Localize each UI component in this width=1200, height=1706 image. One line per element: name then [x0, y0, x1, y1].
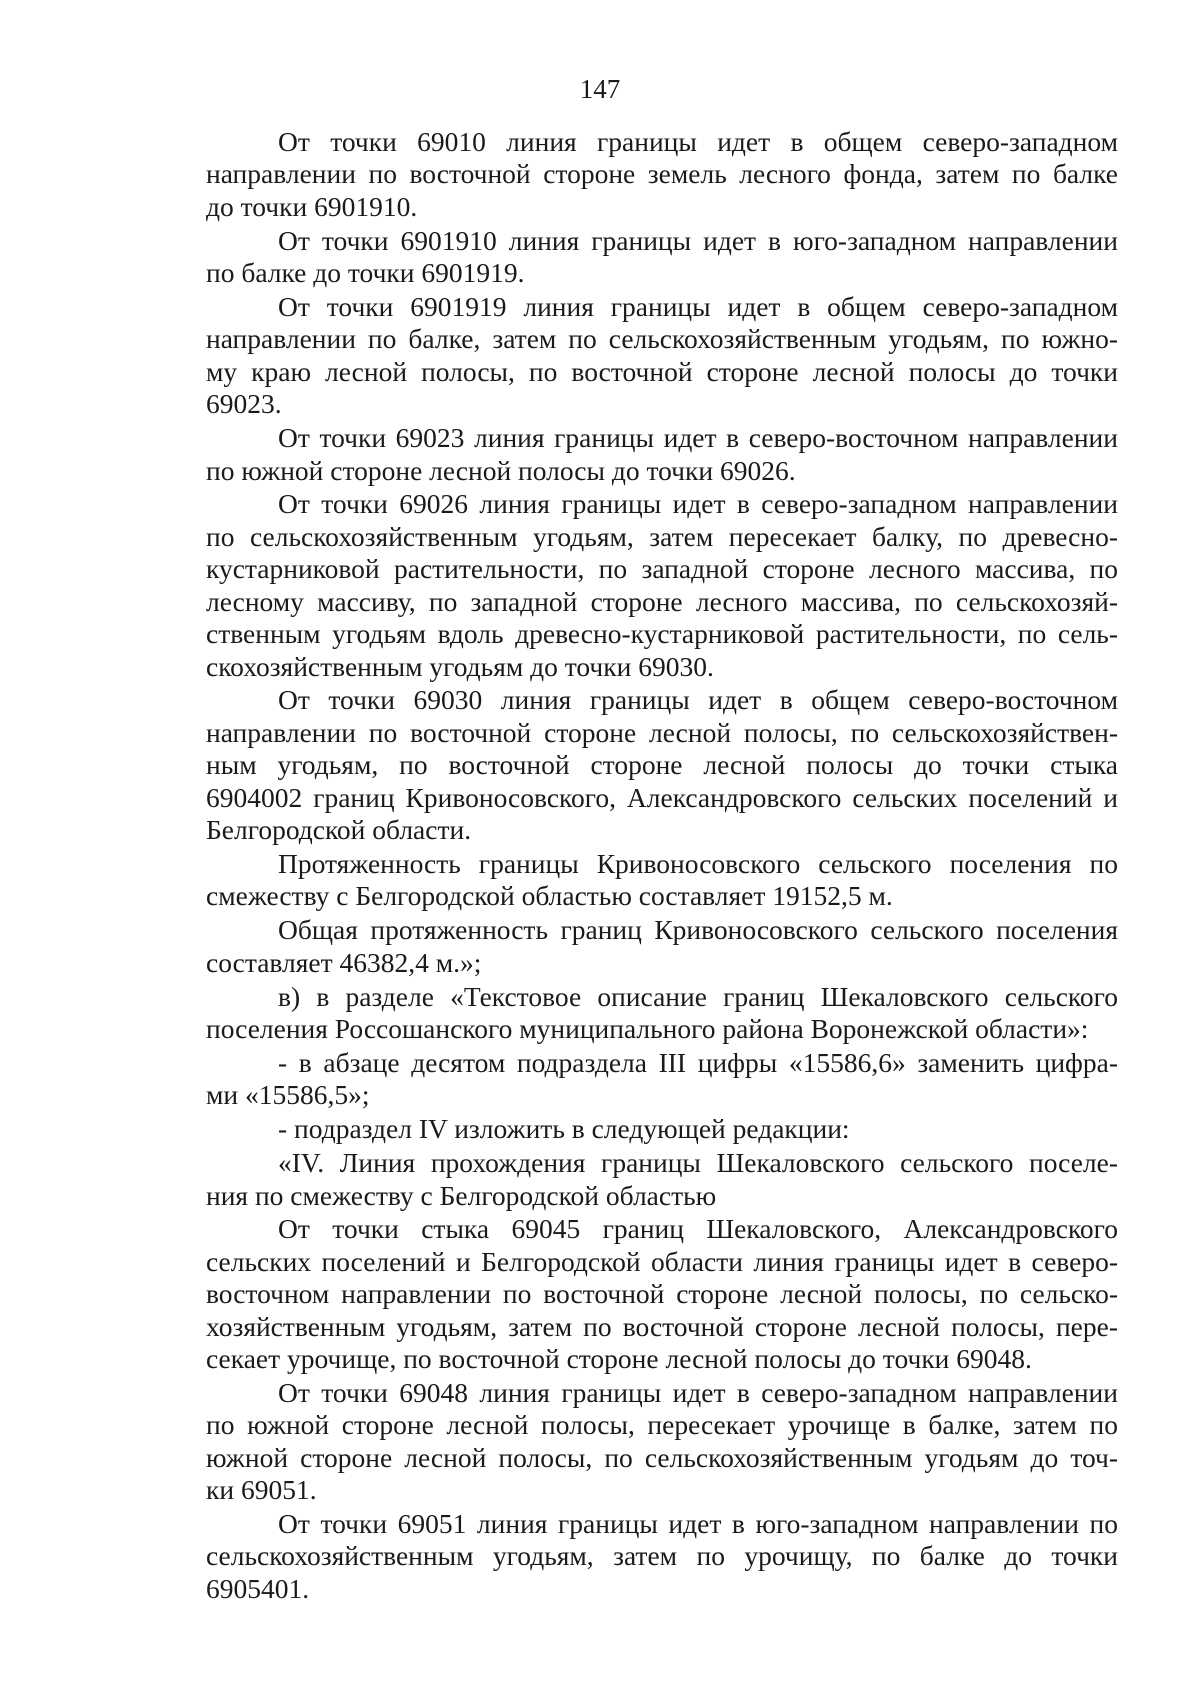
text-line: От точки 69010 линия границы идет в общем северо-западном [278, 126, 1118, 157]
text-line: От точки 6901919 линия границы идет в общем северо-западном [278, 291, 1118, 323]
text-line: кустарниковой растительности, по западной стороне лесного массива, по [206, 553, 1118, 585]
paragraph [206, 488, 1118, 682]
text-line: направлении по восточной стороне земель лесного фонда, затем по балке [206, 158, 1118, 190]
text-line: по балке до точки 6901919. [206, 257, 525, 289]
text-line: - в абзаце десятом подраздела III цифры «15586,6» заменить цифра- [278, 1046, 1118, 1078]
paragraph [206, 848, 1118, 913]
paragraph [206, 1113, 1118, 1145]
text-line: хозяйственным угодьям, затем по восточной стороне лесной полосы, пере- [206, 1310, 1118, 1342]
text-line: восточном направлении по восточной стороне лесной полосы, по сельско- [206, 1278, 1118, 1310]
text-line: секает урочище, по восточной стороне лесной полосы до точки 69048. [206, 1343, 1032, 1375]
text-line: От точки 69051 линия границы идет в юго-западном направлении по [278, 1508, 1118, 1540]
text-line: 6905401. [206, 1572, 310, 1604]
page-number: 147 [579, 74, 621, 104]
document-body [206, 126, 1118, 1607]
text-line: - подраздел IV изложить в следующей редакции: [278, 1113, 850, 1145]
text-line: От точки 6901910 линия границы идет в юго-западном направлении [278, 224, 1118, 256]
text-line: поселения Россошанского муниципального района Воронежской области»: [206, 1012, 1089, 1044]
paragraph [206, 981, 1118, 1046]
paragraph [206, 684, 1118, 846]
text-line: ственным угодьям вдоль древесно-кустарниковой растительности, по сель- [206, 618, 1118, 650]
text-line: От точки стыка 69045 границ Шекаловского, Александровского [278, 1213, 1118, 1245]
text-line: ным угодьям, по восточной стороне лесной полосы до точки стыка [206, 749, 1118, 781]
paragraph [206, 291, 1118, 421]
text-line: направлении по балке, затем по сельскохозяйственным угодьям, по южно- [206, 323, 1118, 355]
text-line: составляет 46382,4 м.»; [206, 946, 482, 978]
paragraph [206, 1508, 1118, 1605]
text-line: до точки 6901910. [206, 190, 418, 222]
paragraph [206, 914, 1118, 979]
text-line: в) в разделе «Текстовое описание границ Шекаловского сельского [278, 980, 1118, 1012]
text-line: 69023. [206, 388, 282, 420]
text-line: лесному массиву, по западной стороне лесного массива, по сельскохозяй- [206, 585, 1118, 617]
text-line: ния по смежеству с Белгородской областью [206, 1179, 717, 1211]
text-line: От точки 69026 линия границы идет в северо-западном направлении [278, 488, 1118, 520]
text-line: 6904002 границ Кривоносовского, Александровского сельских поселений и [206, 781, 1118, 813]
paragraph [206, 126, 1118, 223]
paragraph [206, 1213, 1118, 1375]
text-line: Протяженность границы Кривоносовского сельского поселения по [278, 847, 1118, 879]
text-line: От точки 69030 линия границы идет в общем северо-восточном [278, 684, 1118, 716]
text-line: От точки 69048 линия границы идет в северо-западном направлении [278, 1376, 1118, 1408]
text-line: направлении по восточной стороне лесной полосы, по сельскохозяйствен- [206, 716, 1118, 748]
paragraph [206, 1047, 1118, 1112]
paragraph [206, 1377, 1118, 1507]
text-line: Общая протяженность границ Кривоносовского сельского поселения [278, 914, 1118, 946]
text-line: по южной стороне лесной полосы до точки 69026. [206, 454, 796, 486]
text-line: От точки 69023 линия границы идет в северо-восточном направлении [278, 422, 1118, 454]
text-line: му краю лесной полосы, по восточной стороне лесной полосы до точки [206, 355, 1118, 387]
text-line: сельскохозяйственным угодьям, затем по урочищу, по балке до точки [206, 1540, 1118, 1572]
text-line: смежеству с Белгородской областью составляет 19152,5 м. [206, 880, 893, 912]
text-line: «IV. Линия прохождения границы Шекаловского сельского поселе- [278, 1147, 1118, 1179]
text-line: скохозяйственным угодьям до точки 69030. [206, 650, 714, 682]
paragraph [206, 1147, 1118, 1212]
paragraph [206, 422, 1118, 487]
text-line: по сельскохозяйственным угодьям, затем пересекает балку, по древесно- [206, 520, 1118, 552]
text-line: сельских поселений и Белгородской области линия границы идет в северо- [206, 1245, 1118, 1277]
text-line: ми «15586,5»; [206, 1079, 370, 1111]
text-line: ки 69051. [206, 1474, 317, 1506]
text-line: по южной стороне лесной полосы, пересекает урочище в балке, затем по [206, 1409, 1118, 1441]
paragraph [206, 225, 1118, 290]
text-line: Белгородской области. [206, 814, 472, 846]
text-line: южной стороне лесной полосы, по сельскохозяйственным угодьям до точ- [206, 1441, 1118, 1473]
